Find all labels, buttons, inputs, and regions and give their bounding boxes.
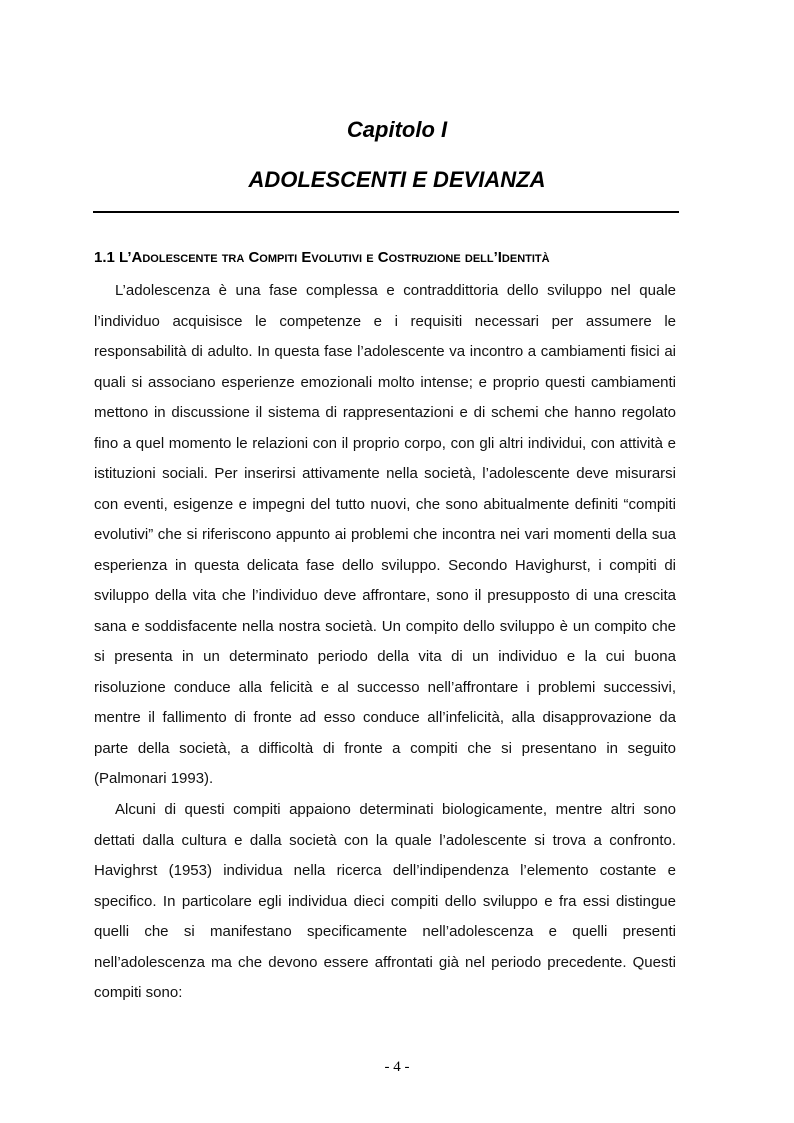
body-paragraph-block-1 <box>94 276 676 795</box>
body-paragraph: Alcuni di questi compiti appaiono determinati biologicamente, mentre altri sono dettati dalla cultura e dalla società con la quale l’adolescente si trova a confronto. Havighrst (1953) individua nella ricerca dell’indipendenza l’elemento costante e specifico. In particolare egli individua dieci compiti dello sviluppo e fra essi distingue quelli che si manifestano specificamente nell’adolescenza e quelli presenti nell’adolescenza ma che devono essere affrontati già nel periodo precedente. Questi compiti sono: <box>94 801 676 1001</box>
section-heading: 1.1 L’Adolescente tra Compiti Evolutivi e Costruzione dell’Identità <box>94 249 550 266</box>
chapter-label: Capitolo I <box>346 117 448 142</box>
body-paragraph-block-2 <box>94 795 676 1009</box>
body-paragraph: L’adolescenza è una fase complessa e contraddittoria dello sviluppo nel quale l’individuo acquisisce le competenze e i requisiti necessari per assumere le responsabilità di adulto. In questa fase l’adolescente va incontro a cambiamenti fisici ai quali si associano esperienze emozionali molto intense; e proprio questi cambiamenti mettono in discussione il sistema di rappresentazioni e di schemi che hanno regolato fino a quel momento le relazioni con il proprio corpo, con gli altri individui, con attività e istituzioni sociali. Per inserirsi attivamente nella società, l’adolescente deve misurarsi con eventi, esigenze e impegni del tutto nuovi, che sono abitualmente definiti “compiti evolutivi” che si riferiscono appunto ai problemi che incontra nei vari momenti della sua esperienza in questa delicata fase dello sviluppo. Secondo Havighurst, i compiti di sviluppo della vita che l’individuo deve affrontare, sono il presupposto di una crescita sana e soddisfacente nella nostra società. Un compito dello sviluppo è un compito che si presenta in un determinato periodo della vita di un individuo e la cui buona risoluzione conduce alla felicità e al successo nell’affrontare i problemi successivi, mentre il fallimento di fronte ad esso conduce all’infelicità, alla disapprovazione da parte della società, a difficoltà di fronte a compiti che si presentano in seguito (Palmonari 1993). <box>94 282 676 787</box>
page-number: - 4 - <box>384 1059 410 1075</box>
title-divider <box>93 211 679 213</box>
chapter-title: ADOLESCENTI E DEVIANZA <box>248 167 546 192</box>
